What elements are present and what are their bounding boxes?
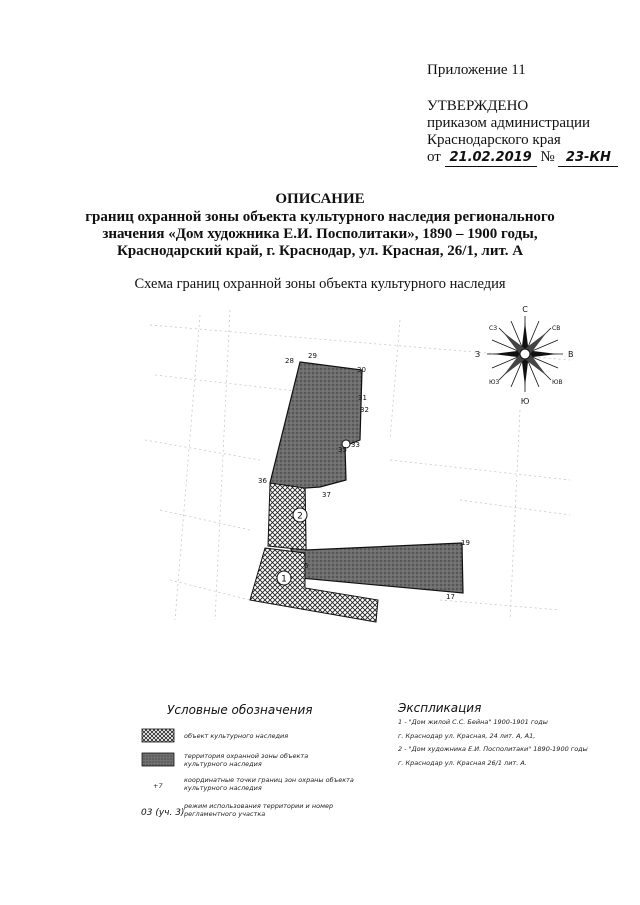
order-date-line: от 21.02.2019 № 23-КН (427, 149, 618, 167)
compass-n: С (522, 305, 528, 314)
point-label: 19 (461, 539, 470, 547)
point-label: 35 (338, 446, 347, 454)
document-title: ОПИСАНИЕ (275, 191, 365, 207)
explication-line-3: 2 - "Дом художника Е.И. Посполитаки" 1890-1900 годы (398, 745, 588, 753)
compass-nw: СЗ (489, 325, 498, 332)
compass-sw: ЮЗ (489, 379, 500, 386)
point-label: 28 (285, 357, 294, 365)
point-label: 30 (357, 366, 366, 374)
point-label: 17 (446, 593, 455, 601)
compass-e: В (568, 350, 574, 359)
point-label: 6 (304, 562, 309, 570)
title-line-1: границ охранной зоны объекта культурного наследия регионального (85, 209, 555, 225)
point-label: 37 (322, 491, 331, 499)
compass-s: Ю (520, 397, 530, 406)
title-line-2: значения «Дом художника Е.И. Посполитаки», 1890 – 1900 годы, (102, 226, 538, 242)
legend-item-zone: территория охранной зоны объекта культурного наследия (184, 752, 309, 768)
legend-swatches (140, 728, 176, 772)
approved-label: УТВЕРЖДЕНО (427, 98, 529, 114)
explication-line-2: г. Краснодар ул. Красная, 24 лит. А, А1, (398, 732, 536, 740)
order-line-1: приказом администрации (427, 115, 591, 131)
compass-ne: СВ (552, 325, 561, 332)
scheme-title: Схема границ охранной зоны объекта культурного наследия (134, 276, 506, 292)
point-label: 29 (308, 352, 317, 360)
legend-zone-swatch (142, 753, 174, 766)
order-line-2: Краснодарского края (427, 132, 561, 148)
legend-item-points: координатные точки границ зон охраны объекта культурного наследия (184, 776, 354, 792)
title-line-3: Краснодарский край, г. Краснодар, ул. Красная, 26/1, лит. А (116, 243, 524, 259)
point-label: 36 (258, 477, 267, 485)
legend-heritage-swatch (142, 729, 174, 742)
legend-item-regime: режим использования территории и номер регламентного участка (184, 802, 334, 818)
point-label: 32 (360, 406, 369, 414)
compass-w: З (475, 350, 481, 359)
explication-line-1: 1 - "Дом жилой С.С. Бейна" 1900-1901 годы (398, 718, 548, 726)
zone-2-label: 2 (297, 511, 303, 522)
point-label: 31 (358, 394, 367, 402)
compass-se: ЮВ (552, 379, 563, 386)
point-label: 33 (351, 441, 360, 449)
approval-block (427, 98, 618, 167)
boundary-map (140, 300, 580, 630)
order-number: 23-КН (558, 149, 618, 167)
legend-heading: Условные обозначения (167, 703, 313, 717)
zone-1-label: 1 (281, 574, 287, 585)
legend-point-mark: +7 (153, 782, 163, 790)
explication-heading: Экспликация (398, 701, 482, 715)
explication-line-4: г. Краснодар ул. Красная 26/1 лит. А. (398, 759, 527, 767)
appendix-label: Приложение 11 (427, 62, 526, 78)
legend-regime-mark: 03 (уч. 3) (141, 808, 185, 818)
order-date: 21.02.2019 (445, 149, 537, 167)
compass-rose (475, 305, 574, 406)
legend-item-heritage: объект культурного наследия (184, 732, 289, 740)
